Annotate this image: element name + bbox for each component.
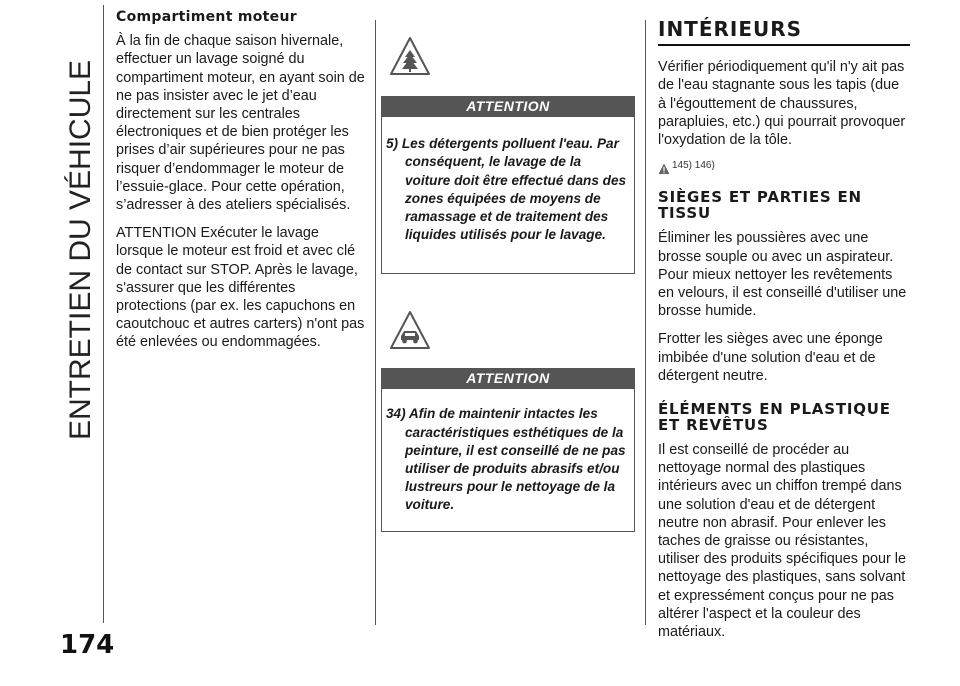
tree-environment-icon (389, 36, 431, 78)
warning-text-box (381, 389, 635, 532)
left-column (116, 8, 368, 362)
seats-paragraph-2: Frotter les sièges avec une éponge imbibée d'une solution d'eau et de détergent neutre. (658, 331, 883, 384)
warning-title-bar: ATTENTION (381, 96, 635, 117)
middle-column (381, 36, 635, 532)
interiors-heading: INTÉRIEURS (658, 17, 803, 41)
column-divider-1 (375, 20, 376, 625)
interiors-paragraph: Vérifier périodiquement qu'il n'y ait pas de l'eau stagnante sous les tapis (due à l'égouttement de chaussures, parapluies, etc.) qui pourrait provoquer l'oxydation de la tôle. (658, 59, 906, 149)
seats-heading: SIÈGES ET PARTIES EN TISSU (658, 188, 862, 223)
warning-text-box (381, 117, 635, 274)
column-divider-2 (645, 20, 646, 625)
page-number: 174 (60, 630, 115, 660)
right-column (658, 17, 910, 651)
warning-text: 34) Afin de maintenir intactes les caractéristiques esthétiques de la peinture, il est conseillé de ne pas utiliser de produits abrasifs et/ou lustreurs pour le nettoyage de la voiture. (386, 406, 626, 513)
warning-reference (658, 157, 910, 175)
car-icon (389, 310, 431, 352)
side-section-title: ENTRETIEN DU VÉHICULE (64, 59, 97, 440)
engine-compartment-heading: Compartiment moteur (116, 9, 297, 25)
side-divider (103, 5, 104, 623)
warning-box-environment (381, 36, 635, 274)
warning-triangle-icon (658, 163, 670, 175)
plastic-heading: ÉLÉMENTS EN PLASTIQUE ET REVÊTUS (658, 400, 891, 435)
engine-paragraph-1: À la fin de chaque saison hivernale, effectuer un lavage soigné du compartiment moteur, en ayant soin de ne pas insister avec le jet d’eau directement sur les centrales électroniques et de bien protéger les prises d’air supérieures pour ne pas risquer d’endommager le moteur de l’essuie-glace. Pour cette opération, s’adresser à des ateliers spécialisés. (116, 33, 365, 214)
plastic-paragraph: Il est conseillé de procéder au nettoyage normal des plastiques intérieurs avec un chiffon trempé dans une solution d'eau et de détergent neutre non abrasif. Pour enlever les taches de graisse ou résistantes, utiliser des produits spécifiques pour le nettoyage des plastiques, sans solvant et expressément conçus pour ne pas altérer l'aspect et la couleur des matériaux. (658, 442, 906, 641)
warning-text: 5) Les détergents polluent l'eau. Par conséquent, le lavage de la voiture doit être effectué dans des zones équipées de moyens de ramassage et de traitement des liquides utilisés pour le lavage. (386, 136, 627, 243)
warning-title-bar: ATTENTION (381, 368, 635, 389)
heading-rule (658, 44, 910, 46)
warning-box-paint (381, 310, 635, 532)
seats-paragraph-1: Éliminer les poussières avec une brosse souple ou avec un aspirateur. Pour mieux nettoyer les revêtements en velours, il est conseillé d'utiliser une brosse humide. (658, 230, 907, 320)
reference-numbers: 145) 146) (672, 160, 715, 172)
engine-paragraph-2: ATTENTION Exécuter le lavage lorsque le moteur est froid et avec clé de contact sur STOP. Après le lavage, s'assurer que les différentes protections (par ex. les capuchons en caoutchouc et autres carters) n'ont pas été enlevées ou endommagées. (116, 225, 365, 351)
